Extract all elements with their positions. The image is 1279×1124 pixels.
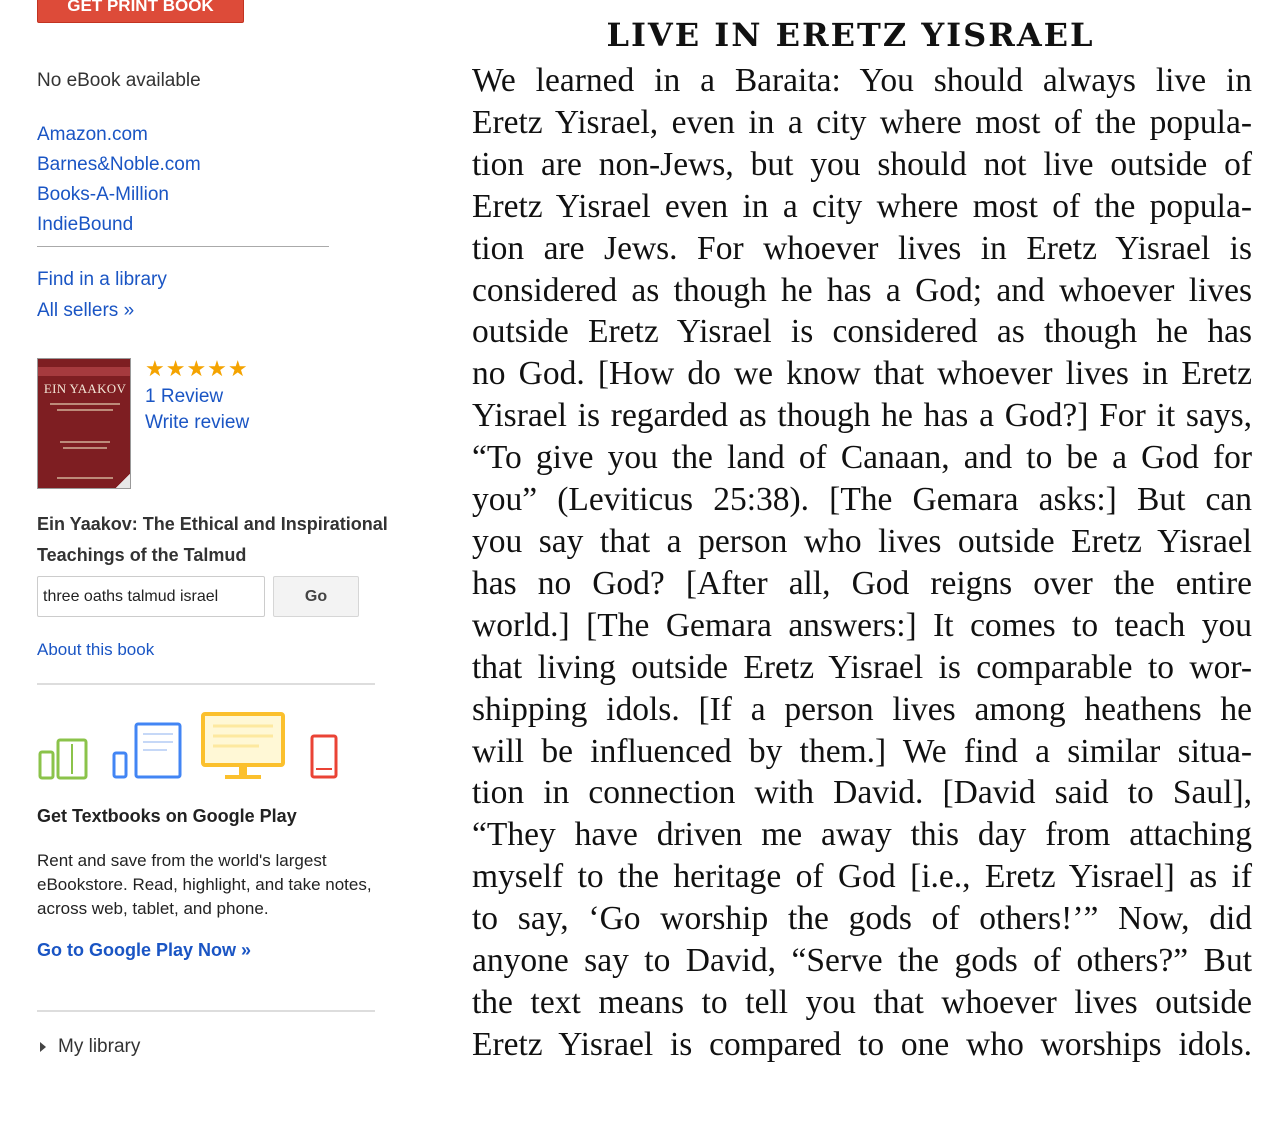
go-button[interactable]: Go: [273, 576, 359, 617]
cover-line: [57, 409, 113, 411]
cover-line: [63, 447, 107, 449]
text-line: no God. [How do we know that whoever lives in Eretz: [472, 355, 1252, 393]
page-curl-icon: [115, 473, 131, 489]
text-line: that living outside Eretz Yisrael is comparable to wor-: [472, 648, 1252, 686]
go-to-google-play-link[interactable]: Go to Google Play Now »: [37, 940, 252, 960]
text-line: Yisrael is regarded as though he has a God?] For it says,: [472, 397, 1252, 435]
promo-title: Get Textbooks on Google Play: [37, 806, 297, 826]
phone-tablet-green-icon: [40, 740, 86, 778]
seller-link-books-a-million[interactable]: Books-A-Million: [37, 184, 169, 205]
my-library-toggle[interactable]: [40, 1036, 140, 1058]
text-line: you” (Leviticus 25:38). [The Gemara asks:] But can: [472, 481, 1252, 519]
text-line: world.] [The Gemara answers:] It comes to teach you: [472, 606, 1252, 644]
text-line: Eretz Yisrael is compared to one who worships idols.: [472, 1025, 1252, 1063]
text-line: myself to the heritage of God [i.e., Eretz Yisrael] as if: [472, 858, 1252, 896]
write-review-link[interactable]: Write review: [145, 412, 250, 433]
my-library-label: My library: [58, 1036, 141, 1057]
text-line: anyone say to David, “Serve the gods of others?” But: [472, 942, 1252, 980]
seller-link-barnes-noble[interactable]: Barnes&Noble.com: [37, 154, 201, 175]
all-sellers-link[interactable]: All sellers »: [37, 300, 135, 321]
phone-tablet-blue-icon: [114, 724, 180, 777]
text-line: the text means to tell you that whoever lives outside: [472, 983, 1252, 1021]
text-line: to say, ‘Go worship the gods of others!’” Now, did: [472, 900, 1252, 938]
cover-band: [38, 367, 130, 376]
sidebar: [0, 0, 420, 1124]
seller-link-indiebound[interactable]: IndieBound: [37, 214, 134, 235]
cover-line: [50, 403, 120, 405]
divider: [37, 246, 329, 247]
divider: [37, 1010, 375, 1012]
page-body-text: [472, 60, 1252, 1066]
book-title: Ein Yaakov: The Ethical and Inspirational Teachings of the Talmud: [37, 514, 388, 565]
text-line: outside Eretz Yisrael is considered as though he has: [472, 313, 1252, 351]
seller-link-amazon[interactable]: Amazon.com: [37, 124, 148, 145]
search-in-book-input[interactable]: [37, 576, 265, 617]
text-line: you say that a person who lives outside Eretz Yisrael: [472, 522, 1252, 560]
no-ebook-label: No eBook available: [37, 70, 201, 91]
text-line: tion in connection with David. [David said to Saul],: [472, 774, 1252, 812]
seller-list: [37, 120, 201, 240]
text-line: tion are Jews. For whoever lives in Eretz Yisrael is: [472, 229, 1252, 267]
devices-illustration-icon: [37, 706, 347, 786]
find-in-library-link[interactable]: Find in a library: [37, 269, 167, 290]
text-line: Eretz Yisrael, even in a city where most of the popula-: [472, 103, 1252, 141]
text-line: “To give you the land of Canaan, and to be a God for: [472, 439, 1252, 477]
book-page-scan: [422, 0, 1279, 1124]
get-print-book-button[interactable]: GET PRINT BOOK: [37, 0, 244, 23]
text-line: will be influenced by them.] We find a similar situa-: [472, 732, 1252, 770]
library-links: [37, 264, 167, 326]
text-line: considered as though he has a God; and whoever lives: [472, 271, 1252, 309]
about-this-book-link[interactable]: About this book: [37, 640, 155, 659]
monitor-yellow-icon: [203, 714, 283, 779]
page-title: LIVE IN ERETZ YISRAEL: [606, 16, 1095, 54]
phone-red-icon: [312, 736, 336, 777]
text-line: tion are non-Jews, but you should not live outside of: [472, 145, 1252, 183]
text-line: shipping idols. [If a person lives among heathens he: [472, 690, 1252, 728]
cover-title: EIN YAAKOV: [43, 381, 127, 396]
text-line: Eretz Yisrael even in a city where most of the popula-: [472, 187, 1252, 225]
book-cover[interactable]: [37, 358, 131, 489]
text-line: We learned in a Baraita: You should always live in: [472, 62, 1252, 99]
rating-stars-icon: ★★★★★: [145, 356, 249, 381]
divider: [37, 683, 375, 685]
text-line: has no God? [After all, God reigns over the entire: [472, 564, 1252, 602]
text-line: “They have driven me away this day from attaching: [472, 816, 1252, 854]
review-count-link[interactable]: 1 Review: [145, 386, 224, 407]
triangle-right-icon: [40, 1042, 46, 1052]
promo-text: Rent and save from the world's largest eBookstore. Read, highlight, and take notes, across web, tablet, and phone.: [37, 851, 372, 918]
cover-line: [57, 477, 113, 479]
cover-line: [60, 441, 110, 443]
